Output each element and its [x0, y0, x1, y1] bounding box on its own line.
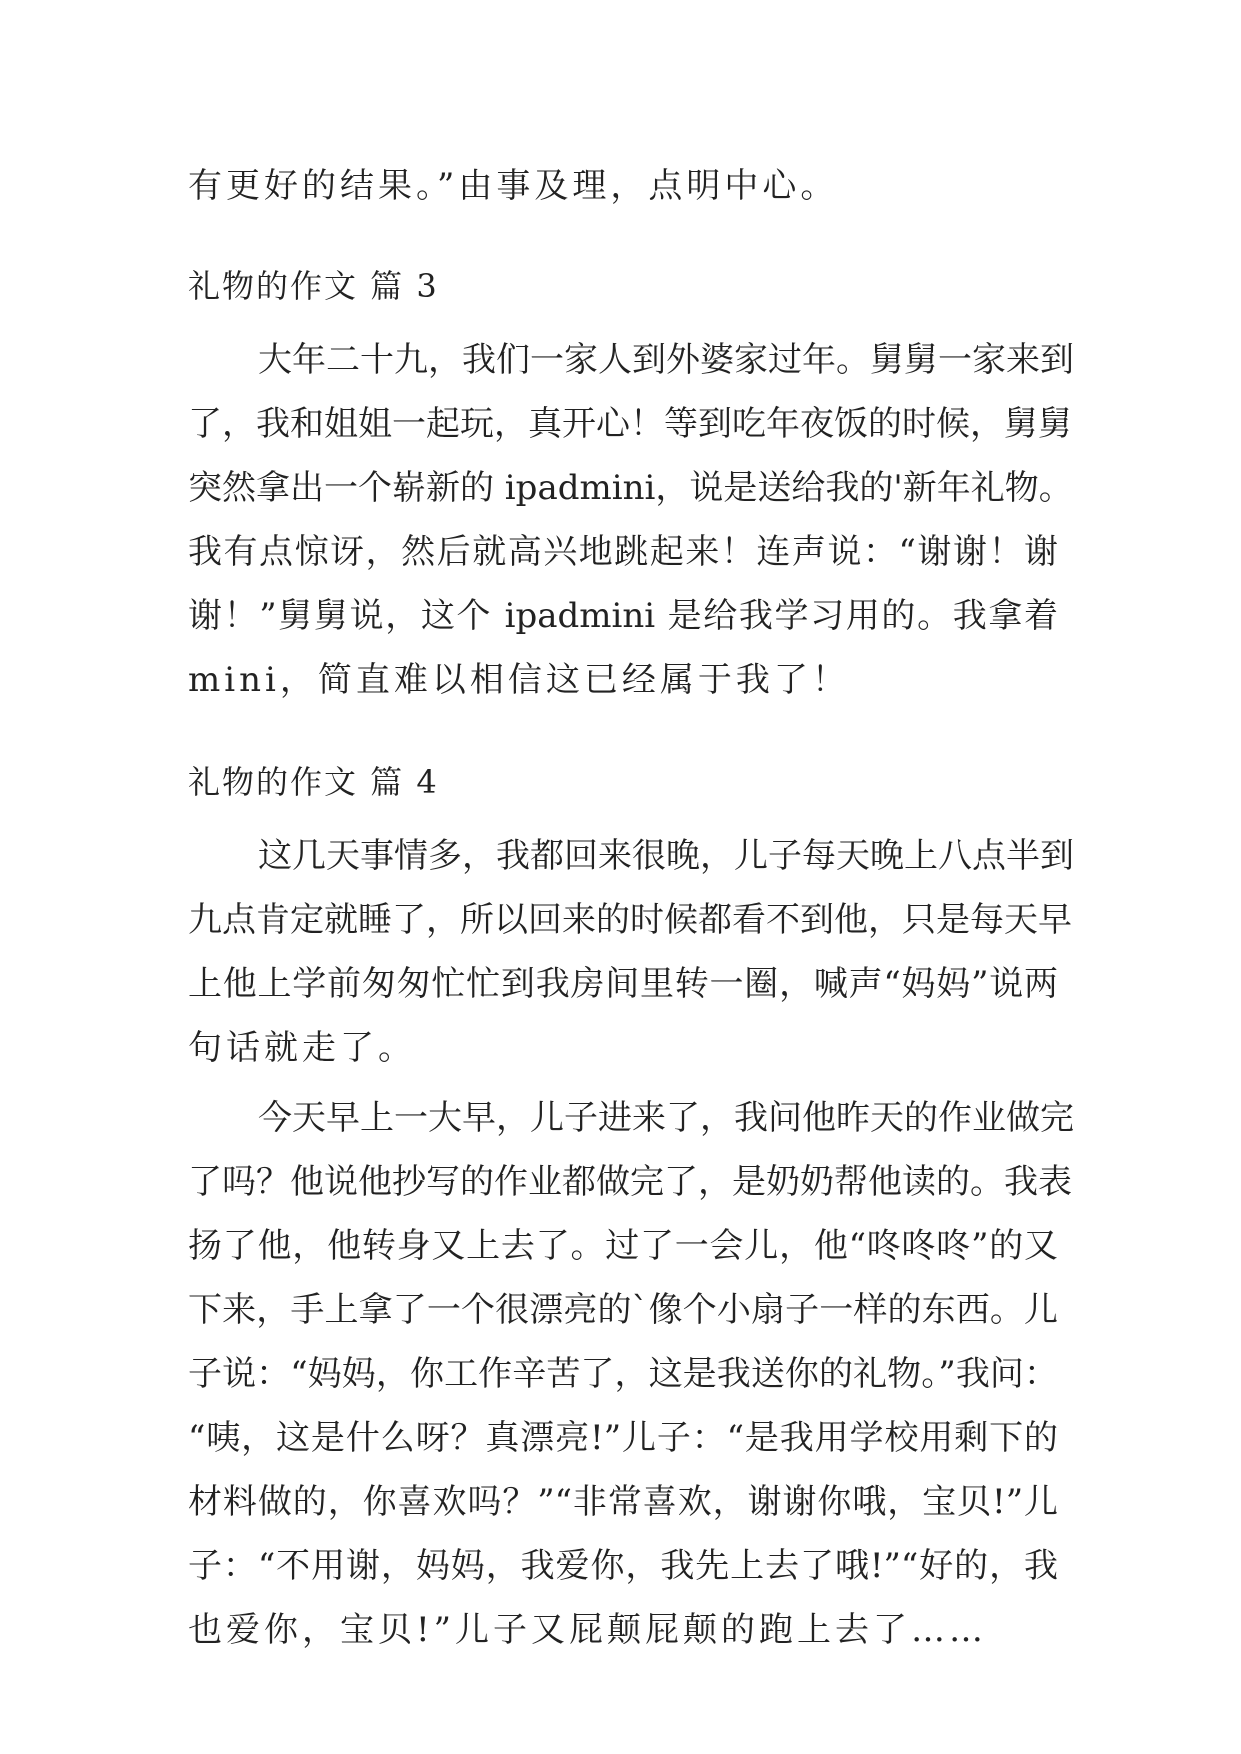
paragraph-line: “咦，这是什么呀？真漂亮!”儿子：“是我用学校用剩下的: [188, 1418, 1058, 1458]
paragraph-line: 也爱你，宝贝!”儿子又屁颠屁颠的跑上去了……: [188, 1610, 988, 1650]
paragraph-line: 大年二十九，我们一家人到外婆家过年。舅舅一家来到: [258, 340, 1074, 380]
paragraph-line: 下来，手上拿了一个很漂亮的`像个小扇子一样的东西。儿: [188, 1290, 1058, 1330]
paragraph-line: 了吗？他说他抄写的作业都做完了，是奶奶帮他读的。我表: [188, 1162, 1072, 1202]
paragraph-line: 今天早上一大早，儿子进来了，我问他昨天的作业做完: [258, 1098, 1074, 1138]
paragraph-line: 我有点惊讶，然后就高兴地跳起来！连声说：“谢谢！谢: [188, 532, 1058, 572]
paragraph-line: 有更好的结果。”由事及理，点明中心。: [188, 166, 839, 206]
paragraph-line: 这几天事情多，我都回来很晚，儿子每天晚上八点半到: [258, 836, 1074, 876]
paragraph-line: 句话就走了。: [188, 1028, 416, 1068]
paragraph-line: 扬了他，他转身又上去了。过了一会儿，他“咚咚咚”的又: [188, 1226, 1058, 1266]
section-heading-3: 礼物的作文 篇 3: [188, 267, 439, 305]
paragraph-line: 九点肯定就睡了，所以回来的时候都看不到他，只是每天早: [188, 900, 1072, 940]
paragraph-line: mini，简直难以相信这已经属于我了！: [188, 660, 850, 700]
paragraph-line: 材料做的，你喜欢吗？”“非常喜欢，谢谢你哦，宝贝!”儿: [188, 1482, 1058, 1522]
paragraph-line: 谢！”舅舅说，这个 ipadmini 是给我学习用的。我拿着: [188, 596, 1058, 636]
section-heading-4: 礼物的作文 篇 4: [188, 763, 439, 801]
paragraph-line: 子说：“妈妈，你工作辛苦了，这是我送你的礼物。”我问：: [188, 1354, 1058, 1394]
paragraph-line: 突然拿出一个崭新的 ipadmini，说是送给我的'新年礼物。: [188, 468, 1073, 508]
paragraph-line: 了，我和姐姐一起玩，真开心！等到吃年夜饭的时候，舅舅: [188, 404, 1072, 444]
paragraph-line: 子：“不用谢，妈妈，我爱你，我先上去了哦!”“好的，我: [188, 1546, 1058, 1586]
paragraph-line: 上他上学前匆匆忙忙到我房间里转一圈，喊声“妈妈”说两: [188, 964, 1058, 1004]
